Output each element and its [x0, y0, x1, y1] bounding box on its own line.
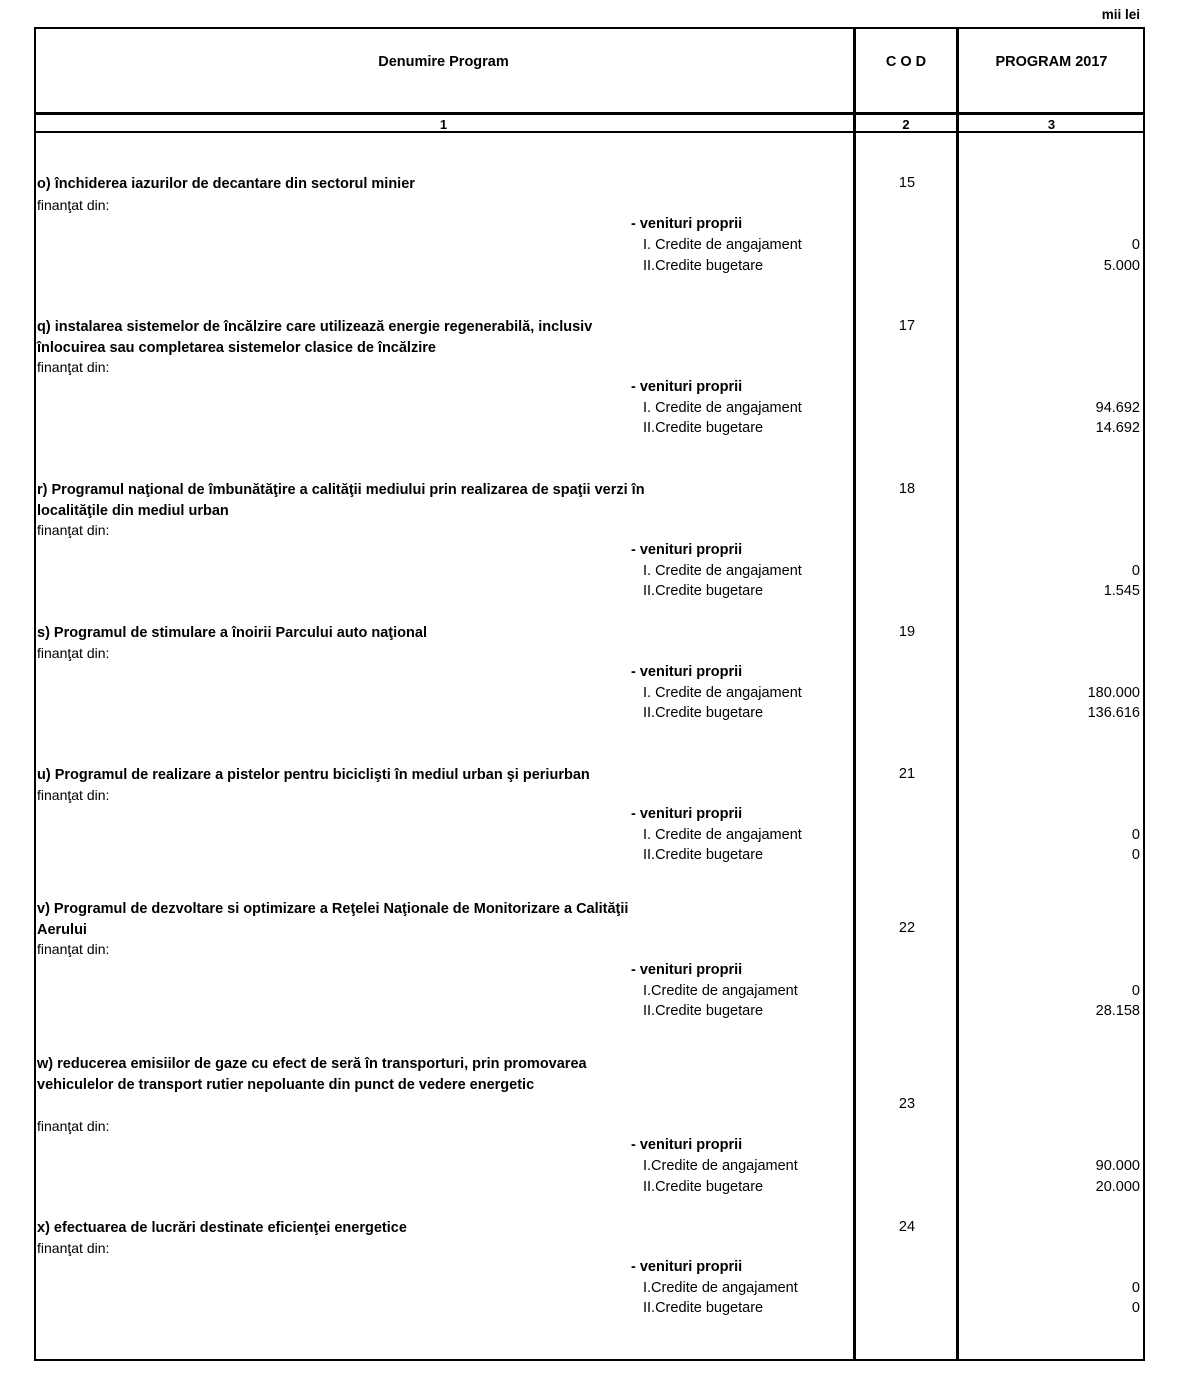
- credit-line-value: 0: [1131, 827, 1140, 843]
- column-number-1: 1: [439, 117, 448, 132]
- program-code: 21: [898, 766, 916, 782]
- credit-line-label: II.Credite bugetare: [643, 258, 764, 274]
- credit-line-value: 28.158: [1095, 1003, 1140, 1019]
- column-number-2: 2: [902, 117, 910, 132]
- financing-label: finanţat din:: [37, 359, 110, 375]
- funding-source: - venituri proprii: [631, 1259, 743, 1275]
- funding-source: - venituri proprii: [631, 664, 743, 680]
- credit-line-value: 0: [1131, 847, 1140, 863]
- credit-line-label: I.Credite de angajament: [643, 1280, 798, 1296]
- credit-line-value: 180.000: [1087, 685, 1140, 701]
- credit-line-label: I.Credite de angajament: [643, 1158, 798, 1174]
- credit-line-label: II.Credite bugetare: [643, 583, 764, 599]
- credit-line-value: 136.616: [1087, 705, 1140, 721]
- credit-line-label: I. Credite de angajament: [643, 563, 802, 579]
- credit-line-label: II.Credite bugetare: [643, 1179, 764, 1195]
- funding-source: - venituri proprii: [631, 379, 743, 395]
- credit-line-label: II.Credite bugetare: [643, 847, 764, 863]
- program-title: x) efectuarea de lucrări destinate eficienţei energetice: [37, 1220, 407, 1236]
- financing-label: finanţat din:: [37, 941, 110, 957]
- financing-label: finanţat din:: [37, 645, 110, 661]
- credit-line-label: II.Credite bugetare: [643, 1003, 764, 1019]
- program-code: 23: [898, 1096, 916, 1112]
- column-divider-2: [956, 27, 959, 1360]
- credit-line-value: 5.000: [1103, 258, 1140, 274]
- program-title: r) Programul naţional de îmbunătăţire a calităţii mediului prin realizarea de spaţii verzi în localităţile din mediul urban: [37, 482, 645, 519]
- credit-line-value: 94.692: [1095, 400, 1140, 416]
- header-program-2017: PROGRAM 2017: [995, 54, 1108, 70]
- credit-line-value: 90.000: [1095, 1158, 1140, 1174]
- credit-line-label: I. Credite de angajament: [643, 685, 802, 701]
- credit-line-value: 0: [1131, 237, 1140, 253]
- program-title: w) reducerea emisiilor de gaze cu efect de seră în transporturi, prin promovarea vehiculelor de transport rutier nepoluante din punct de vedere energetic: [37, 1056, 587, 1093]
- program-title: v) Programul de dezvoltare si optimizare a Reţelei Naţionale de Monitorizare a Calităţii Aerului: [37, 901, 629, 938]
- program-code: 19: [898, 624, 916, 640]
- credit-line-value: 0: [1131, 1280, 1140, 1296]
- credit-line-label: I. Credite de angajament: [643, 400, 802, 416]
- financing-label: finanţat din:: [37, 522, 110, 538]
- funding-source: - venituri proprii: [631, 216, 743, 232]
- unit-label: mii lei: [1101, 7, 1140, 22]
- program-title: u) Programul de realizare a pistelor pentru biciclişti în mediul urban şi periurban: [37, 767, 590, 783]
- financing-label: finanţat din:: [37, 1118, 110, 1134]
- financing-label: finanţat din:: [37, 1240, 110, 1256]
- funding-source: - venituri proprii: [631, 806, 743, 822]
- credit-line-label: II.Credite bugetare: [643, 705, 764, 721]
- credit-line-label: II.Credite bugetare: [643, 1300, 764, 1316]
- credit-line-label: I.Credite de angajament: [643, 983, 798, 999]
- credit-line-value: 0: [1131, 983, 1140, 999]
- funding-source: - venituri proprii: [631, 1137, 743, 1153]
- credit-line-value: 20.000: [1095, 1179, 1140, 1195]
- header-denumire: Denumire Program: [378, 54, 509, 70]
- credit-line-value: 0: [1131, 1300, 1140, 1316]
- column-number-3: 3: [1047, 117, 1056, 132]
- program-code: 24: [898, 1219, 916, 1235]
- header-divider: [34, 112, 1144, 115]
- credit-line-value: 14.692: [1095, 420, 1140, 436]
- credit-line-value: 0: [1131, 563, 1140, 579]
- program-title: s) Programul de stimulare a înoirii Parcului auto naţional: [37, 625, 427, 641]
- credit-line-label: I. Credite de angajament: [643, 827, 802, 843]
- column-divider-1: [853, 27, 856, 1360]
- financing-label: finanţat din:: [37, 787, 110, 803]
- program-code: 15: [898, 175, 916, 191]
- program-code: 17: [898, 318, 916, 334]
- financing-label: finanţat din:: [37, 197, 110, 213]
- funding-source: - venituri proprii: [631, 542, 743, 558]
- credit-line-value: 1.545: [1103, 583, 1140, 599]
- program-code: 18: [898, 481, 916, 497]
- program-title: q) instalarea sistemelor de încălzire care utilizează energie regenerabilă, inclusiv înlocuirea sau completarea sistemelor clasice de încălzire: [37, 319, 593, 356]
- header-cod: C O D: [885, 54, 927, 70]
- credit-line-label: II.Credite bugetare: [643, 420, 764, 436]
- program-code: 22: [898, 920, 916, 936]
- funding-source: - venituri proprii: [631, 962, 743, 978]
- credit-line-label: I. Credite de angajament: [643, 237, 802, 253]
- program-title: o) închiderea iazurilor de decantare din sectorul minier: [37, 176, 415, 192]
